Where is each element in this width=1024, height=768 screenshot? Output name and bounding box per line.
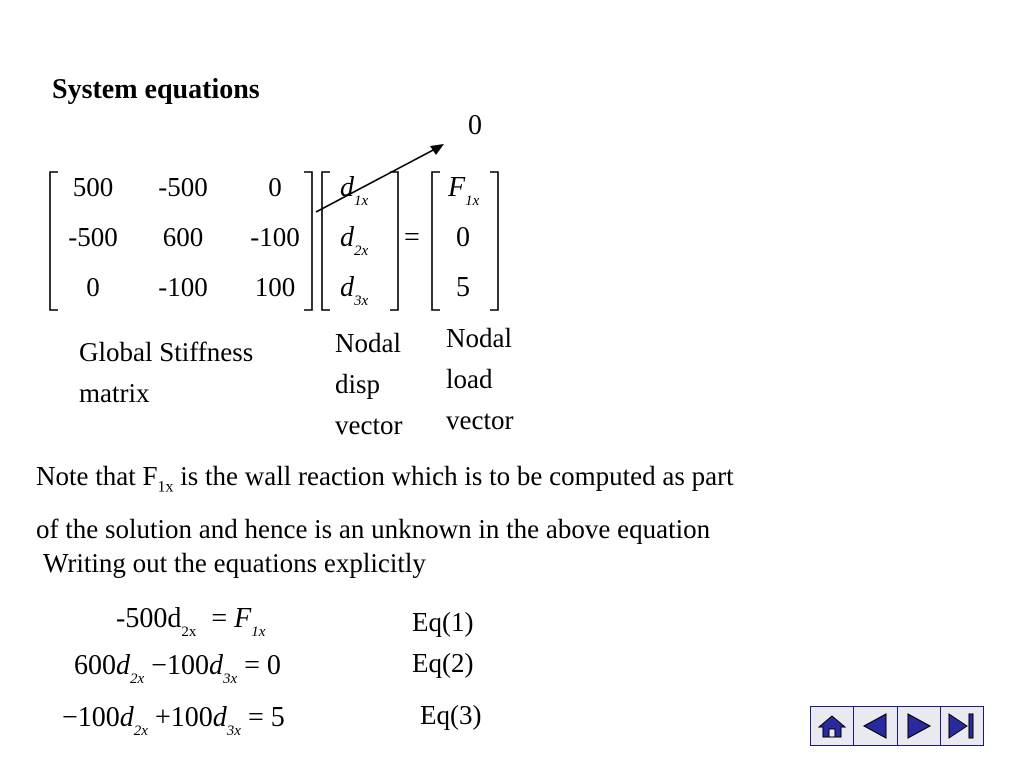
disp-label: Nodal disp vector: [335, 328, 403, 440]
arrow-line: [316, 148, 437, 212]
load-entry-1: $F_{1x}$: [448, 172, 480, 209]
slide-navigation: [810, 706, 984, 746]
matrix-cell: 0: [268, 172, 282, 202]
matrix-cell: -100: [158, 272, 208, 302]
slide-title: System equations: [52, 74, 260, 105]
matrix-cell: -500: [158, 172, 208, 202]
equals-sign: =: [404, 222, 420, 253]
load-right-bracket: [490, 172, 498, 310]
home-icon: [817, 713, 847, 739]
equation-3: $-100d_{2x} +100d_{3x} = 5$: [62, 702, 285, 739]
load-entry-2: 0: [456, 222, 470, 253]
disp-entry-1: $d_{1x}$: [340, 172, 369, 209]
equation-3-label: Eq(3): [420, 700, 482, 730]
load-left-bracket: [432, 172, 440, 310]
matrix-cell: 600: [162, 222, 204, 252]
load-entry-3: 5: [456, 272, 470, 303]
next-icon: [904, 712, 934, 740]
matrix-cell: -100: [250, 222, 300, 252]
matrix-cell: 0: [86, 272, 100, 302]
previous-icon: [860, 712, 890, 740]
disp-left-bracket: [322, 172, 330, 310]
stiffness-label: Global Stiffness matrix: [79, 337, 254, 408]
disp-right-bracket: [390, 172, 398, 310]
last-icon: [947, 712, 977, 740]
home-button[interactable]: [811, 707, 854, 745]
annotation-zero: 0: [468, 110, 482, 141]
previous-slide-button[interactable]: [854, 707, 897, 745]
equation-1-label: Eq(1): [412, 607, 474, 637]
arrow-head: [430, 144, 444, 155]
matrix-cell: 500: [72, 172, 114, 202]
note-paragraph: Note that $F_{1x}$ is the wall reaction which is to be computed as part of the solution and hence is an unknown in the above equation: [36, 461, 734, 545]
equation-2-label: Eq(2): [412, 648, 474, 678]
disp-entry-3: $d_{3x}$: [340, 272, 369, 309]
last-slide-button[interactable]: [941, 707, 983, 745]
equation-2: $600d_{2x} -100d_{3x} = 0$: [74, 650, 281, 687]
writing-out-text: Writing out the equations explicitly: [43, 548, 426, 578]
disp-entry-2: $d_{2x}$: [340, 222, 369, 259]
next-slide-button[interactable]: [898, 707, 941, 745]
load-label: Nodal load vector: [446, 323, 514, 435]
matrix-cell: 100: [254, 272, 296, 302]
matrix-cell: -500: [68, 222, 118, 252]
equation-1: $-500d_{2x} = F_{1x}$: [116, 603, 266, 640]
